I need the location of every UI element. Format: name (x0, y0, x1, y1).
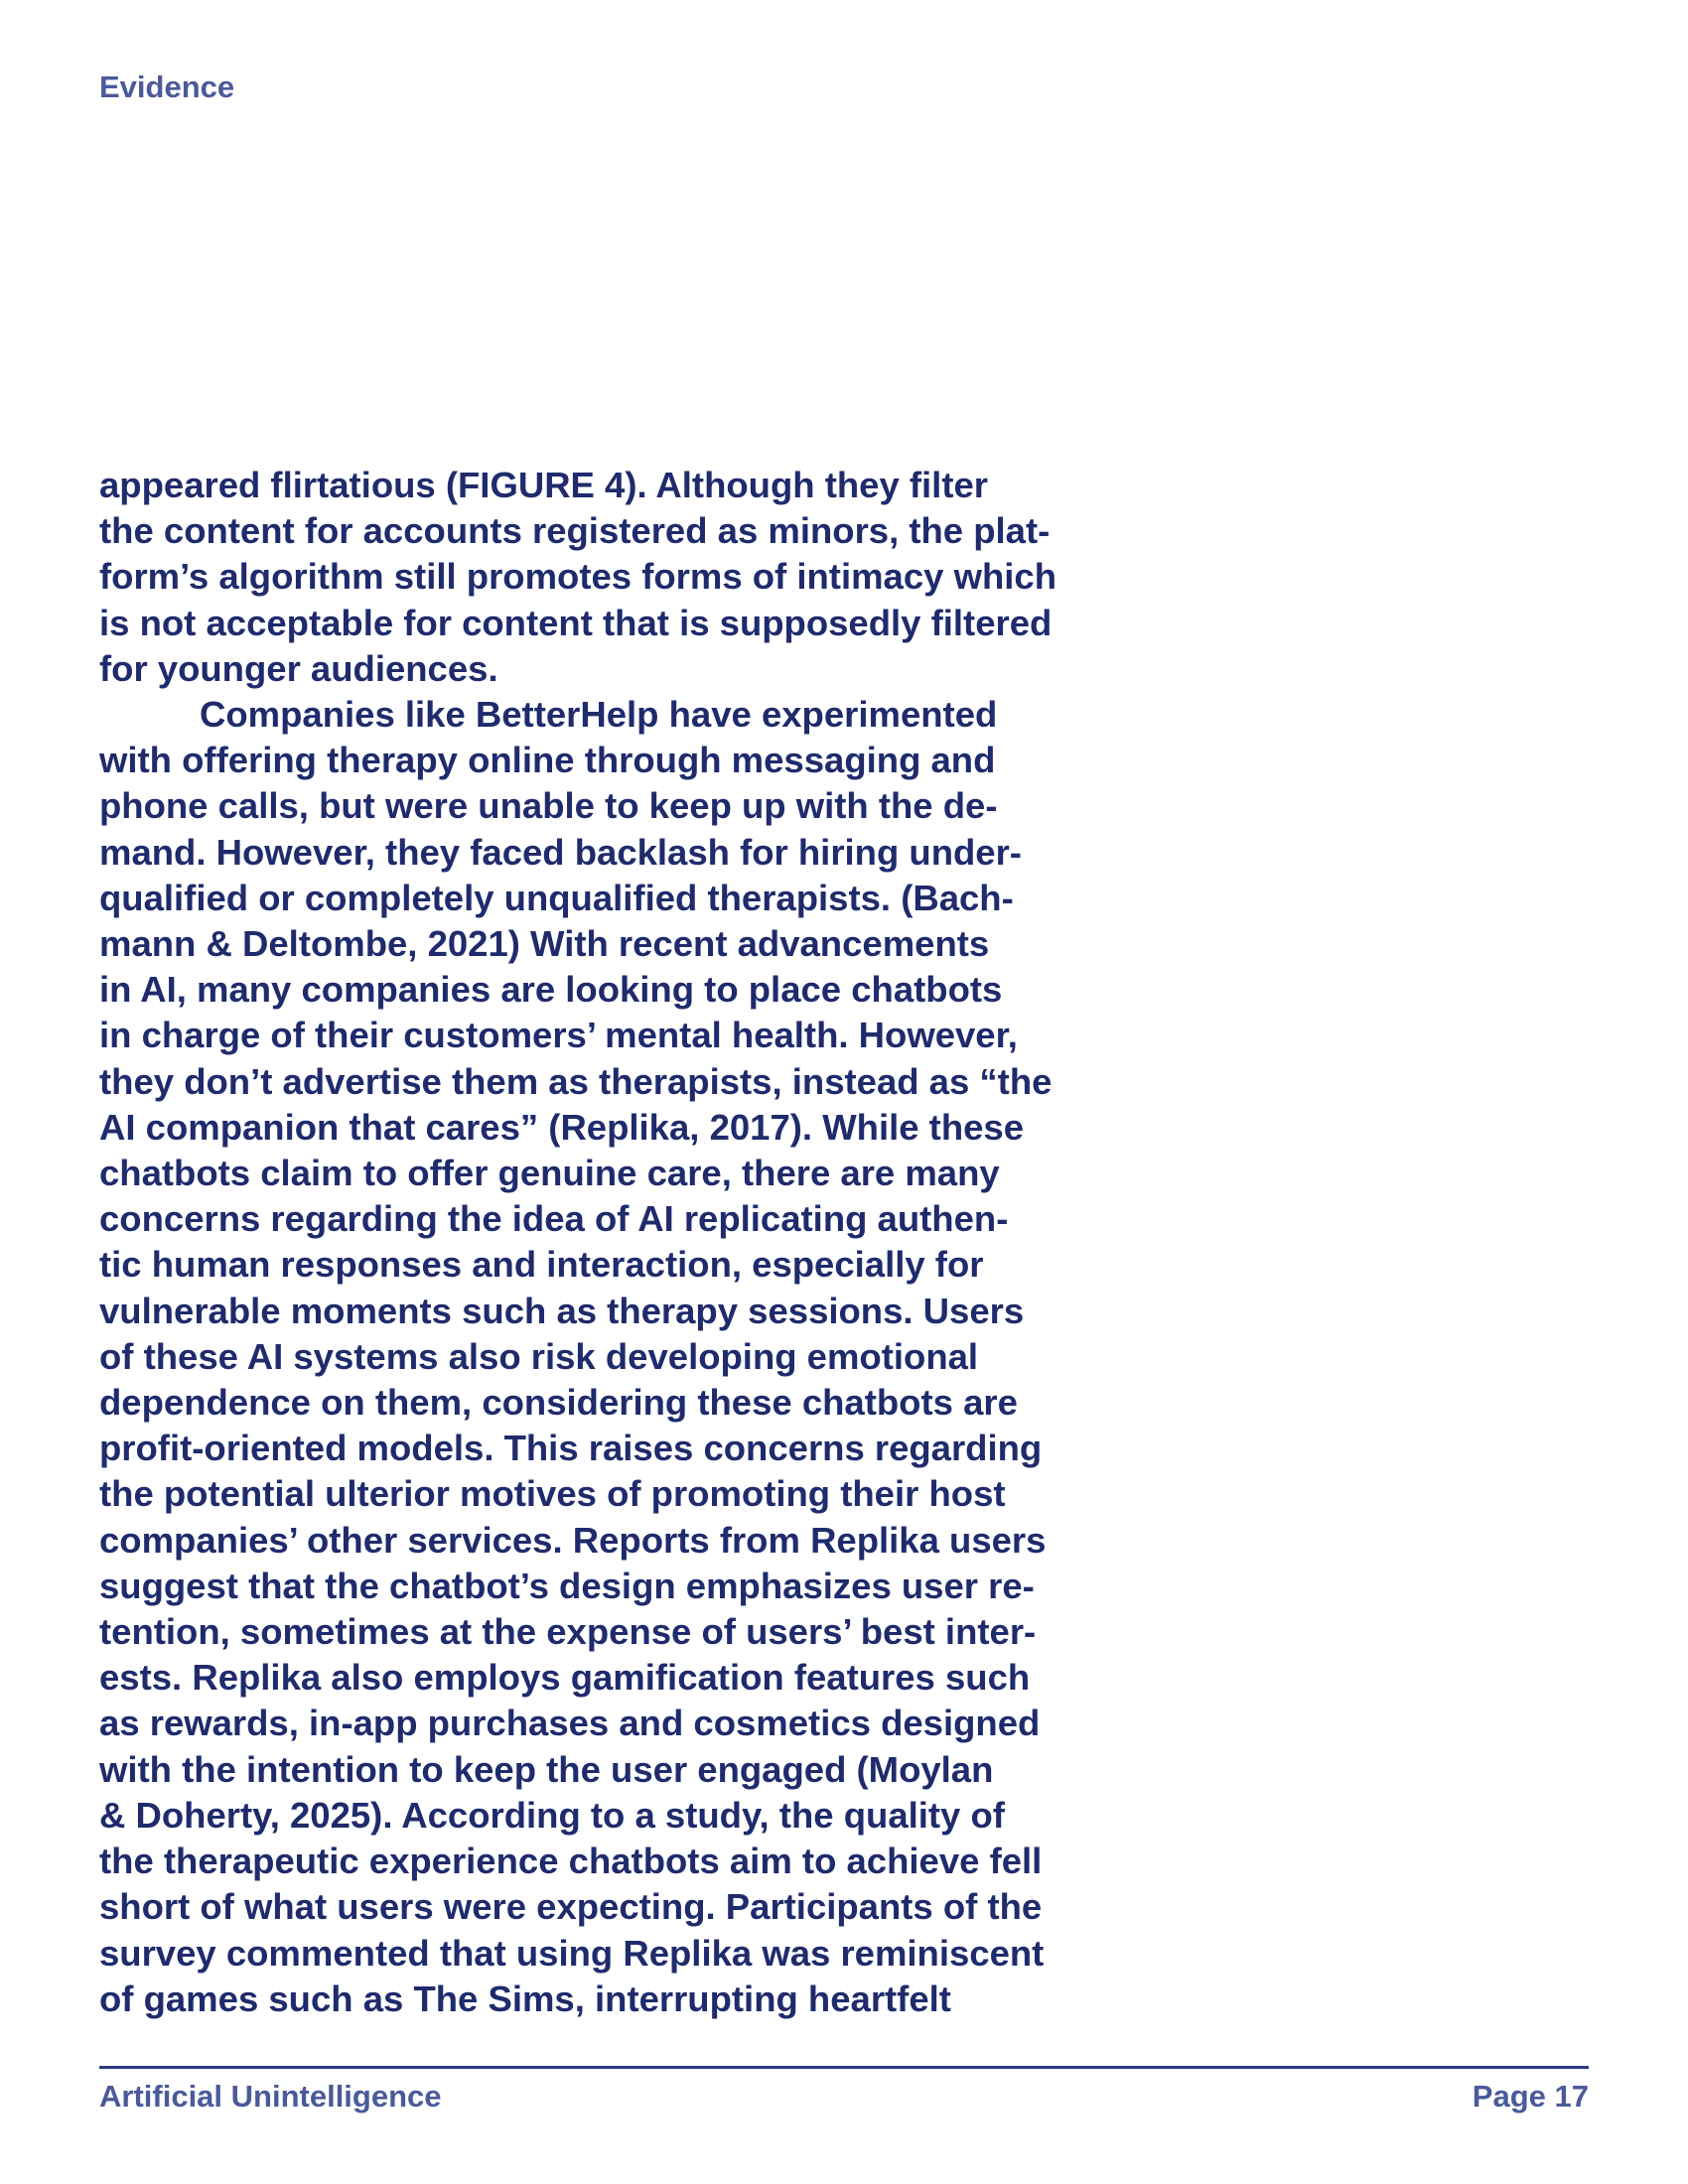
body-line: vulnerable moments such as therapy sessions. Users (99, 1290, 1025, 1331)
body-line: as rewards, in-app purchases and cosmetics designed (99, 1703, 1041, 1744)
body-line: in charge of their customers’ mental health. However, (99, 1015, 1018, 1056)
body-line: with the intention to keep the user engaged (Moylan (99, 1748, 994, 1790)
footer-page-number: Page 17 (1472, 2079, 1589, 2114)
body-line: suggest that the chatbot’s design emphasizes user re- (99, 1565, 1035, 1606)
body-line: mand. However, they faced backlash for hiring under- (99, 831, 1022, 873)
body-line: form’s algorithm still promotes forms of intimacy which (99, 556, 1057, 598)
body-line: chatbots claim to offer genuine care, there are many (99, 1153, 1000, 1194)
body-line: phone calls, but were unable to keep up with the de- (99, 785, 998, 827)
body-line: they don’t advertise them as therapists, instead as “the (99, 1060, 1053, 1102)
body-line: is not acceptable for content that is supposedly filtered (99, 602, 1053, 643)
body-line: ests. Replika also employs gamification features such (99, 1657, 1031, 1699)
footer-divider (99, 2066, 1589, 2069)
body-line: profit-oriented models. This raises concerns regarding (99, 1428, 1043, 1469)
body-line: companies’ other services. Reports from Replika users (99, 1519, 1047, 1561)
body-line: for younger audiences. (99, 647, 498, 689)
body-line: concerns regarding the idea of AI replicating authen- (99, 1198, 1009, 1240)
body-line: tention, sometimes at the expense of users’ best inter- (99, 1611, 1037, 1653)
body-line: appeared flirtatious (FIGURE 4). Although they filter (99, 465, 988, 505)
body-line: of these AI systems also risk developing emotional (99, 1335, 979, 1377)
section-header: Evidence (99, 69, 235, 104)
body-line: dependence on them, considering these chatbots are (99, 1382, 1018, 1424)
body-line: survey commented that using Replika was reminiscent (99, 1932, 1045, 1974)
body-line: in AI, many companies are looking to place chatbots (99, 969, 1003, 1011)
body-text (99, 463, 1082, 2022)
footer-document-title: Artificial Unintelligence (99, 2079, 442, 2114)
body-line: & Doherty, 2025). According to a study, the quality of (99, 1794, 1005, 1836)
body-line: tic human responses and interaction, especially for (99, 1244, 984, 1286)
body-line: qualified or completely unqualified therapists. (Bach- (99, 877, 1014, 918)
paragraph-start-line: Companies like BetterHelp have experimented (200, 694, 998, 736)
body-line: short of what users were expecting. Participants of the (99, 1886, 1043, 1928)
body-line: with offering therapy online through messaging and (99, 740, 996, 781)
body-line: the therapeutic experience chatbots aim to achieve fell (99, 1841, 1043, 1882)
body-line: AI companion that cares” (Replika, 2017). While these (99, 1106, 1025, 1148)
body-line: the potential ulterior motives of promoting their host (99, 1473, 1006, 1515)
body-line: mann & Deltombe, 2021) With recent advancements (99, 923, 990, 965)
body-line: of games such as The Sims, interrupting heartfelt (99, 1978, 951, 2019)
body-line: the content for accounts registered as minors, the plat- (99, 510, 1051, 552)
